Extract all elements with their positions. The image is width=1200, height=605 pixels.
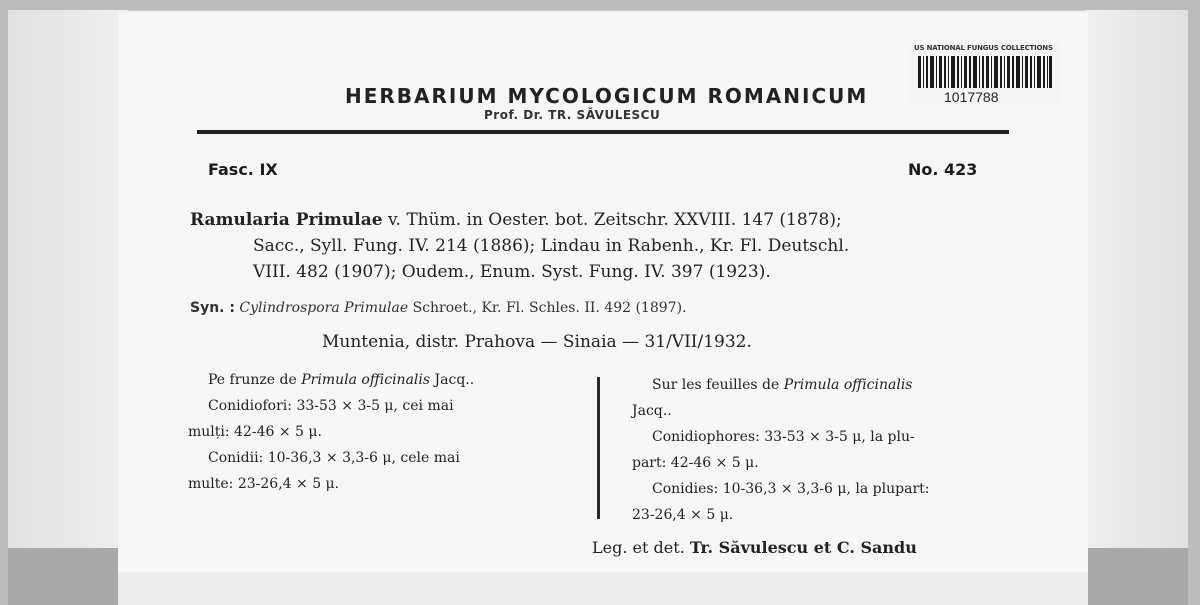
citation-line-2: Sacc., Syll. Fung. IV. 214 (1886); Lindau in Rabenh., Kr. Fl. Deutschl. bbox=[253, 236, 850, 256]
fascicle-number: Fasc. IX bbox=[208, 160, 278, 179]
herbarium-title: HERBARIUM MYCOLOGICUM ROMANICUM bbox=[345, 84, 869, 108]
herbarium-subtitle: Prof. Dr. TR. SĂVULESCU bbox=[484, 108, 661, 122]
fr-line-5: Conidies: 10-36,3 × 3,3-6 μ, la plupart: bbox=[652, 481, 930, 497]
ro-line-3: mulți: 42-46 × 5 μ. bbox=[188, 424, 322, 440]
citation-line-3: VIII. 482 (1907); Oudem., Enum. Syst. Fung. IV. 397 (1923). bbox=[253, 262, 771, 282]
synonym-reference: Schroet., Kr. Fl. Schles. II. 492 (1897). bbox=[408, 300, 687, 316]
barcode-caption: US NATIONAL FUNGUS COLLECTIONS bbox=[914, 44, 1053, 52]
synonym-line bbox=[190, 300, 686, 316]
envelope-right-flap bbox=[1085, 10, 1188, 555]
fr-line-3: Conidiophores: 33-53 × 3-5 μ, la plu- bbox=[652, 429, 915, 445]
french-description bbox=[632, 372, 1027, 528]
taxon-citation bbox=[190, 207, 1030, 285]
column-divider bbox=[597, 377, 600, 519]
fr-line-2: Jacq.. bbox=[632, 403, 672, 419]
specimen-number: No. 423 bbox=[908, 160, 978, 179]
ro-host-author: Jacq.. bbox=[430, 372, 475, 388]
ro-line-5: multe: 23-26,4 × 5 μ. bbox=[188, 476, 340, 492]
romanian-description bbox=[188, 367, 573, 497]
citation-line-1: v. Thüm. in Oester. bot. Zeitschr. XXVIII. 147 (1878); bbox=[382, 210, 842, 230]
collector-prefix: Leg. et det. bbox=[592, 538, 690, 557]
barcode-number: 1017788 bbox=[944, 89, 999, 105]
barcode-icon bbox=[918, 56, 1052, 88]
collection-locality: Muntenia, distr. Prahova — Sinaia — 31/VII/1932. bbox=[322, 332, 752, 352]
ro-line-4: Conidii: 10-36,3 × 3,3-6 μ, cele mai bbox=[208, 450, 460, 466]
envelope-left-flap bbox=[8, 10, 128, 555]
fr-host-name: Primula officinalis bbox=[783, 377, 913, 393]
taxon-name: Ramularia Primulae bbox=[190, 210, 383, 230]
ro-line-1-text: Pe frunze de bbox=[208, 372, 302, 388]
synonym-label: Syn. : bbox=[190, 300, 235, 316]
fr-line-1-text: Sur les feuilles de bbox=[652, 377, 784, 393]
ro-host-name: Primula officinalis bbox=[301, 372, 431, 388]
fr-line-4: part: 42-46 × 5 μ. bbox=[632, 455, 759, 471]
synonym-name: Cylindrospora Primulae bbox=[239, 300, 409, 316]
ro-line-2: Conidiofori: 33-53 × 3-5 μ, cei mai bbox=[208, 398, 454, 414]
collector-line bbox=[592, 538, 917, 557]
fr-line-6: 23-26,4 × 5 μ. bbox=[632, 507, 734, 523]
collector-names: Tr. Săvulescu et C. Sandu bbox=[689, 538, 917, 557]
header-rule bbox=[197, 130, 1009, 134]
